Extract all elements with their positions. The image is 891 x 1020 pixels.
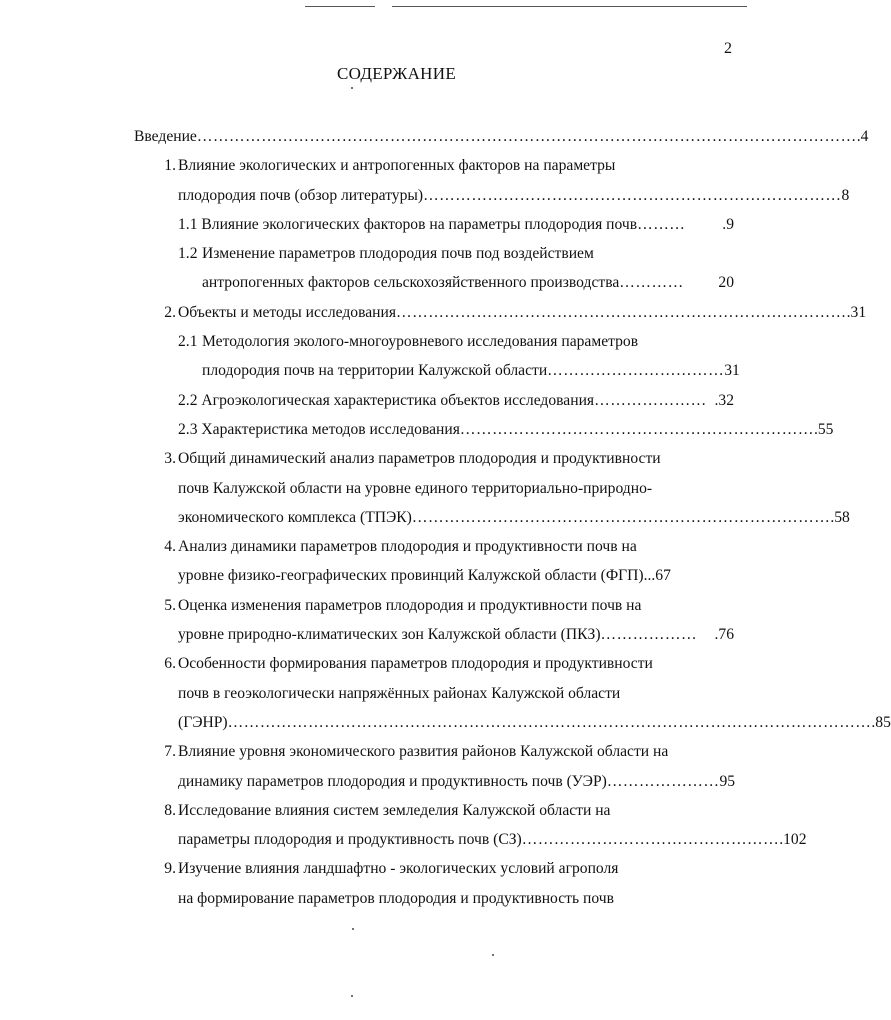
toc-entry-5[interactable]: 5. Оценка изменения параметров плодородия и продуктивности почв на уровне природно-климатических зон Калужской области (ПКЗ) ……………… .76 [164, 596, 734, 644]
page-title: СОДЕРЖАНИЕ [336, 64, 457, 83]
toc-entry-intro[interactable]: Введение …………………………………………………………………………………………………………… .4 [134, 122, 734, 151]
scan-artifact-line [392, 6, 747, 7]
scan-speck [351, 995, 353, 997]
toc-entry-2-3[interactable]: 2.3 Характеристика методов исследования ………………………………………………………… .55 [178, 420, 834, 438]
scan-speck [352, 928, 354, 930]
toc-entry-4[interactable]: 4. Анализ динамики параметров плодородия и продуктивности почв на уровне физико-географических провинций Калужской области (ФГП)...67 [164, 538, 671, 585]
toc-entry-1[interactable]: 1. Влияние экологических и антропогенных факторов на параметры плодородия почв (обзор литературы) …………………………………………………………………… 8 [164, 157, 850, 204]
toc-entry-7[interactable]: 7. Влияние уровня экономического развития районов Калужской области на динамику параметров плодородия и продуктивность почв (УЭР) ………………… 95 [164, 743, 736, 790]
toc-page-number: .4 [856, 128, 869, 145]
table-of-contents [134, 122, 891, 913]
toc-entry-2-1[interactable]: 2.1 Методология эколого-многоуровневого исследования параметров плодородия почв на территории Калужской области …………………………… 31 [178, 333, 740, 380]
toc-entry-3[interactable]: 3. Общий динамический анализ параметров плодородия и продуктивности почв Калужской области на уровне единого территориально-природно- экономического комплекса (ТПЭК) …………………………………………………………………… .58 [164, 450, 850, 526]
scan-speck [351, 87, 353, 89]
toc-entry-8[interactable]: 8. Исследование влияния систем земледелия Калужской области на параметры плодородия и продуктивность почв (СЗ) ………………………………………… .102 [164, 801, 807, 849]
toc-entry-2[interactable]: 2. Объекты и методы исследования ………………………………………………………………………… .31 [164, 303, 867, 321]
scan-speck [492, 954, 494, 956]
page-number: 2 [724, 40, 732, 57]
toc-entry-6[interactable]: 6. Особенности формирования параметров плодородия и продуктивности почв в геоэкологически напряжённых районах Калужской области (ГЭНР) ………………………………………………………………………………………………………… .85 [164, 655, 891, 731]
scan-artifact-line [305, 6, 375, 7]
toc-entry-9[interactable]: 9. Изучение влияния ландшафтно - экологических условий агрополя на формирование параметров плодородия и продуктивность почв [164, 860, 619, 907]
toc-entry-1-1[interactable]: 1.1 Влияние экологических факторов на параметры плодородия почв ……… .9 [178, 215, 734, 233]
toc-entry-2-2[interactable]: 2.2 Агроэкологическая характеристика объектов исследования ………………… .32 [178, 391, 734, 409]
toc-entry-1-2[interactable]: 1.2 Изменение параметров плодородия почв под воздействием антропогенных факторов сельскохозяйственного производства ………… 20 [178, 245, 734, 292]
